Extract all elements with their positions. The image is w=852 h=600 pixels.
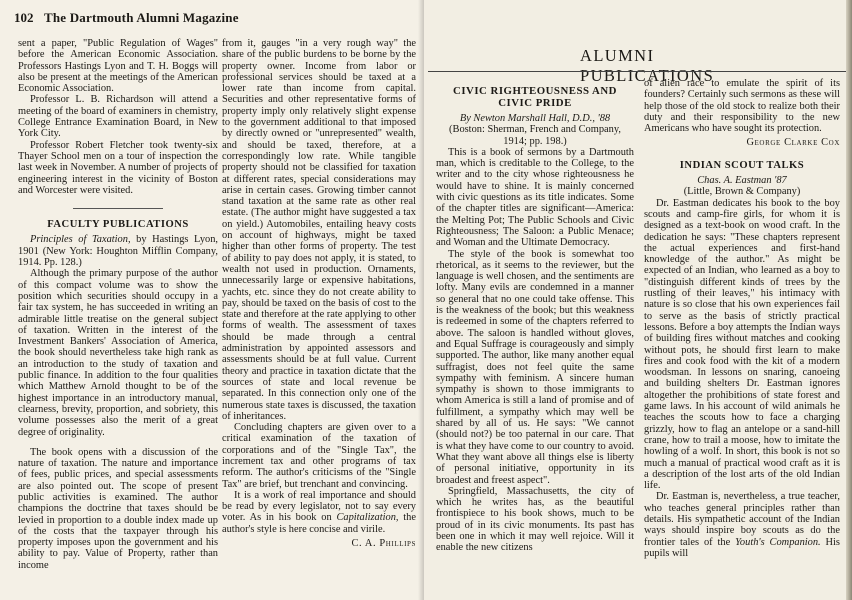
review-concluding-paragraph: Concluding chapters are given over to a critical examination of the taxation of corporations and of the "Single Tax", the increment tax and other programs of tax reform. The author's criticisms of the "Single Tax" are brief, but trenchant and convincing. xyxy=(222,422,416,490)
right-column-2 xyxy=(644,78,840,559)
civic-paragraph-3: Springfield, Massachusetts, the city of which he writes has, as the beautiful frontispiece to his book shows, much to be proud of in its civic monuments. Its past has been one in which it may well rejoice. Will it enable the new citizens xyxy=(436,485,634,554)
youths-companion-title: Youth's Companion. xyxy=(735,536,821,548)
civic-publisher-note: (Boston: Sherman, French and Company, 1914; pp. 198.) xyxy=(449,124,621,147)
review-final-paragraph xyxy=(222,490,416,535)
final-text-b: the author's style is here concise and virile. xyxy=(222,512,416,535)
civic-paragraph-1: This is a book of sermons by a Dartmouth man, which is creditable to the College, to the writer and to the city whose righteousness he would have to shine. It is mainly concerned with civic questions as its title indicates. Some of the chapter titles are significant—America: the Melting Pot; The Public Schools and Civic Righteousness; The Saloon: a Public Menace; and Woman and the Ultimate Democracy. xyxy=(436,146,634,249)
review-paragraph-2: The book opens with a discussion of the nature of taxation. The nature and importance of fees, public prices, and special assessments are also pointed out. The scope of present public activities is examined. The author champions the doctrine that taxes should be levied in proportion to a double index made up of the costs that the taxpayer through his property imposes upon the government and his ability to pay. Value of Property, rather than income xyxy=(18,446,218,571)
indian-text-a: Dr. Eastman is, nevertheless, a true teacher, who teaches general principles rather than details. His sympathetic account of the Indian ways should inspire boy scouts as do the frontier tales of the xyxy=(644,491,840,548)
right-column-1 xyxy=(436,84,634,554)
section-divider xyxy=(73,208,163,209)
book-citation-details: by Hastings Lyon, 1901 (New York: Houghton Mifflin Company, 1914. Pp. 128.) xyxy=(18,234,218,269)
paragraph-economic-association: sent a paper, "Public Regulation of Wages" before the American Economic Association. Professors Hastings Lyon and T. H. Boggs will also be present at the meetings of the American Economic Association. xyxy=(18,38,218,95)
final-book-title: Capitalization, xyxy=(336,512,399,524)
review-paragraph-1: Although the primary purpose of the author of this compact volume was to show the position which securities should occupy in a fair tax system, he has succeeded in writing an admirable little treatise on the general subject of taxation. Written in the interest of the Investment Bankers' Association of America, the book should nevertheless take high rank as an introduction to the study of taxation and public finance. In addition to the four qualities which Matthew Arnold thought to be of the highest importance in an introductory manual, clearness, brevity, proportion, and sobriety, this volume possesses also the merit of a great degree of originality. xyxy=(18,268,218,438)
right-page xyxy=(424,0,852,600)
faculty-publications-heading: FACULTY PUBLICATIONS xyxy=(47,219,189,231)
civic-reviewer-signature: George Clarke Cox xyxy=(746,137,840,149)
indian-scout-paragraph-1: Dr. Eastman dedicates his book to the boy scouts and camp-fire girls, for whom it is designed as a text-book on wood craft. In the dedication he says: "These chapters represent the actual experiences and first-hand knowledge of the author." As might be expected of an Indian, who learned as a boy to "distinguish different kinds of trees by the rustling of their leaves," his intimacy with nature is so close that his own experiences fail to serve as the basis of strictly practical lessons. Before a boy attempts the Indian ways of building fires without matches and cooking without pots, he should first learn to make fires and cook food with the kit of a modern woodsman. In lessons on snaring, canoeing and building shelters Dr. Eastman ignores altogether the prohibitions of state forest and game laws. In his account of wild animals he teaches the scouts how to face a charging grizzly, how to flag an antelope or a sand-hill crane, how to trail a moose, how to imitate the howling of a wolf. In short, this book is not so much a manual of practical wood craft as it is a description of the lost arts of the old Indian life. xyxy=(644,197,840,492)
indian-scout-heading: INDIAN SCOUT TALKS xyxy=(679,159,805,171)
section-title-rule xyxy=(428,71,846,72)
left-column-2 xyxy=(222,38,416,549)
review-continuation: from it, gauges "in a very rough way" the share of the public burdens to be borne by the property owner. Income from labor or professional services should be taxed at a lower rate than income from capital. Securities and other representative forms of property imply only relatively slight expense to the government additional to that imposed by directly owned or "unrepresented" wealth, and should be taxed, therefore, at a correspondingly low rate. While tangible property should not be classified for taxation at different rates, special considerations may arise in certain cases. Growing timber cannot stand taxation at the same rate as other real estate. (The author might have suggested a tax on yield.) Automobiles, entailing heavy costs on account of highways, might be taxed higher than other forms of property. The test of ability to pay does not apply, it is stated, to wealth not used in production. Ornaments, unnecessarily large or expensive habitations, yachts, etc. since they do not create ability to pay, should be taxed on the basis of cost to the state and therefore at the rate applying to other forms of wealth. The assessment of taxes should be made through a central administration by appointed assessors and assessments should be at full value. Current theory and practice in taxation dictate that the sources of state and local revenue be separated. In this connection only one of the numerous state taxes is discussed, the taxation of inheritances. xyxy=(222,38,416,422)
book-citation xyxy=(18,234,218,268)
indian-scout-paragraph-2 xyxy=(644,491,840,559)
indian-scout-publisher-note: (Little, Brown & Company) xyxy=(683,186,801,198)
civic-paragraph-2: The style of the book is somewhat too rhetorical, as it seems to the reviewer, but the language is well chosen, and the sentiments are lofty. Many evils are condemned in a manner so general that no one could take offense. This is the weakness of the book; but this weakness is redeemed in some of the chapters referred to above. The saloon is handled without gloves, and Equal Suffrage is courageously and simply supported. The author, like many another equal suffragist, does not feel quite the same sympathy with feminism. A sincere human sympathy is shown to those immigrants to whom America is still a land of promise and of fulfillment, a sympathy which may well be shared by all of us. He says: "We cannot (should not?) be too paternal in our care. That is what they have come to our country to avoid. What they want above all things else is liberty of personal initiative, opportunity in its broadest and freest aspect". xyxy=(436,248,634,486)
section-gap xyxy=(644,149,840,158)
civic-byline: By Newton Marshall Hall, D.D., '88 xyxy=(459,113,611,124)
final-text-a: It is a work of real importance and should be read by every legislator, not to say every voter. As in his book on xyxy=(222,489,416,524)
paragraph-gap xyxy=(18,438,218,447)
running-head xyxy=(14,10,408,28)
paragraph-fletcher: Professor Robert Fletcher took twenty-six Thayer School men on a tour of inspection the last week in November. A number of projects of engineering interest in the vicinity of Boston and Worcester were visited. xyxy=(18,139,218,196)
paragraph-richardson: Professor L. B. Richardson will attend a meeting of the board of examiners in chemistry, College Entrance Examination Board, in New York City. xyxy=(18,94,218,140)
magazine-title: The Dartmouth Alumni Magazine xyxy=(44,10,239,25)
indian-text-b: His pupils will xyxy=(644,536,840,559)
indian-scout-byline: Chas. A. Eastman '87 xyxy=(697,175,787,187)
civic-righteousness-heading: CIVIC RIGHTEOUSNESS AND CIVIC PRIDE xyxy=(453,85,617,109)
left-page xyxy=(0,0,424,600)
section-title: ALUMNI PUBLICATIONS xyxy=(580,46,715,85)
left-column-1 xyxy=(18,38,218,571)
book-title: Principles of Taxation, xyxy=(30,234,131,246)
reviewer-signature: C. A. Phillips xyxy=(351,538,416,550)
page-edge xyxy=(846,0,852,600)
page-number: 102 xyxy=(14,10,34,25)
civic-continuation: of alien race to emulate the spirit of its founders? Certainly such sermons as these will help those of the old stock to realize both their duty and their responsibility to the new Americans who have sought its protection. xyxy=(644,78,840,135)
